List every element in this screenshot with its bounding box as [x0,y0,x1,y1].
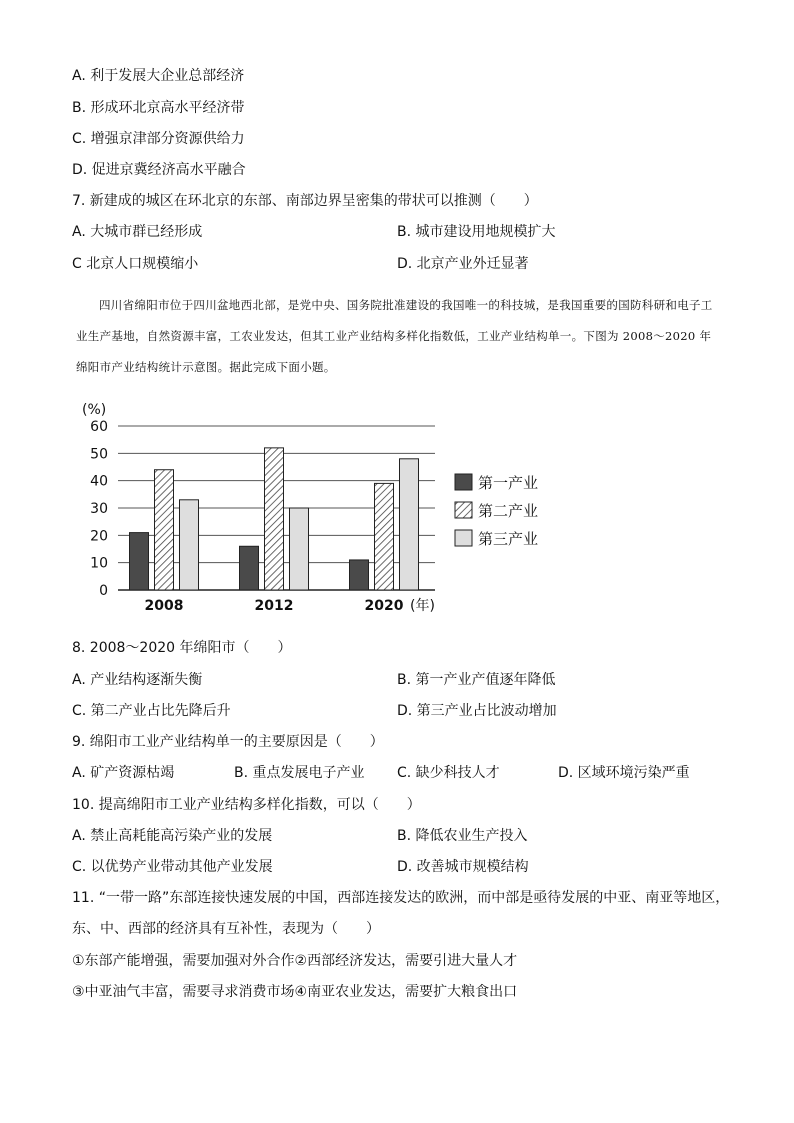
y-tick-label-0: 0 [99,583,108,599]
bar-2012-series-3 [290,508,309,590]
bar-2008-series-3 [180,500,199,590]
q11-stem-line1: 11. “一带一路”东部连接快速发展的中国，西部连接发达的欧洲，而中部是亟待发展的中亚、南亚等地区， [72,890,730,906]
q11-options-line1: ①东部产能增强，需要加强对外合作②西部经济发达，需要引进大量人才 [72,953,518,969]
bar-2008-series-1 [130,533,149,590]
q7-option-c: C 北京人口规模缩小 [72,256,199,272]
q11-stem-line2: 东、中、西部的经济具有互补性，表现为（ ） [72,921,380,937]
bar-2008-series-2 [155,470,174,590]
q6-option-a: A. 利于发展大企业总部经济 [72,68,245,84]
legend-swatch-1 [455,474,472,490]
y-tick-label-50: 50 [90,446,108,463]
q10-stem: 10. 提高绵阳市工业产业结构多样化指数，可以（ ） [72,797,421,813]
y-tick-label-30: 30 [90,501,108,517]
industry-structure-chart [60,390,560,620]
q9-stem: 9. 绵阳市工业产业结构单一的主要原因是（ ） [72,734,384,750]
bar-2020-series-3 [400,459,419,590]
y-axis-label: (%) [82,402,107,418]
q8-stem: 8. 2008～2020 年绵阳市（ ） [72,640,292,656]
y-tick-label-10: 10 [90,555,108,572]
bar-2020-series-2 [375,483,394,590]
q6-option-b: B. 形成环北京高水平经济带 [72,100,245,116]
x-axis-label: (年) [410,598,435,614]
reading-passage: 四川省绵阳市位于四川盆地西北部，是党中央、国务院批准建设的我国唯一的科技城，是我国重要的国防科研和电子工业生产基地，自然资源丰富，工农业发达，但其工业产业结构多样化指数低，工业产业结构单一。下图为 2008～2020 年绵阳市产业结构统计示意图。据此完成下面小题。 [76,298,713,374]
q8-option-b: B. 第一产业产值逐年降低 [397,672,556,688]
q9-option-d: D. 区域环境污染严重 [558,765,690,781]
q10-option-d: D. 改善城市规模结构 [397,859,529,875]
x-tick-label-2020: 2020 [364,598,404,614]
y-tick-label-60: 60 [90,419,108,435]
q6-option-d: D. 促进京冀经济高水平融合 [72,162,246,178]
bar-2012-series-1 [240,546,259,590]
legend-label-2: 第二产业 [478,502,539,520]
q10-option-c: C. 以优势产业带动其他产业发展 [72,859,273,875]
q9-option-c: C. 缺少科技人才 [397,765,500,781]
y-tick-label-40: 40 [90,473,108,490]
y-tick-label-20: 20 [90,528,108,545]
q7-option-d: D. 北京产业外迁显著 [397,256,529,272]
q10-option-a: A. 禁止高耗能高污染产业的发展 [72,828,273,844]
q7-option-b: B. 城市建设用地规模扩大 [397,224,556,240]
q9-option-a: A. 矿产资源枯竭 [72,765,175,781]
bar-2020-series-1 [350,560,369,590]
x-tick-label-2012: 2012 [254,598,294,614]
bar-2012-series-2 [265,448,284,590]
q11-options-line2: ③中亚油气丰富，需要寻求消费市场④南亚农业发达，需要扩大粮食出口 [72,984,518,1000]
q8-option-a: A. 产业结构逐渐失衡 [72,672,203,688]
q7-stem: 7. 新建成的城区在环北京的东部、南部边界呈密集的带状可以推测（ ） [72,193,538,209]
legend-swatch-3 [455,530,472,546]
q8-option-c: C. 第二产业占比先降后升 [72,703,231,719]
q8-option-d: D. 第三产业占比波动增加 [397,703,557,719]
q9-option-b: B. 重点发展电子产业 [234,765,365,781]
legend-label-1: 第一产业 [478,474,539,492]
q10-option-b: B. 降低农业生产投入 [397,828,528,844]
q6-option-c: C. 增强京津部分资源供给力 [72,131,245,147]
q7-option-a: A. 大城市群已经形成 [72,224,203,240]
x-tick-label-2008: 2008 [144,598,184,614]
legend-label-3: 第三产业 [478,530,539,548]
legend-swatch-2 [455,502,472,518]
